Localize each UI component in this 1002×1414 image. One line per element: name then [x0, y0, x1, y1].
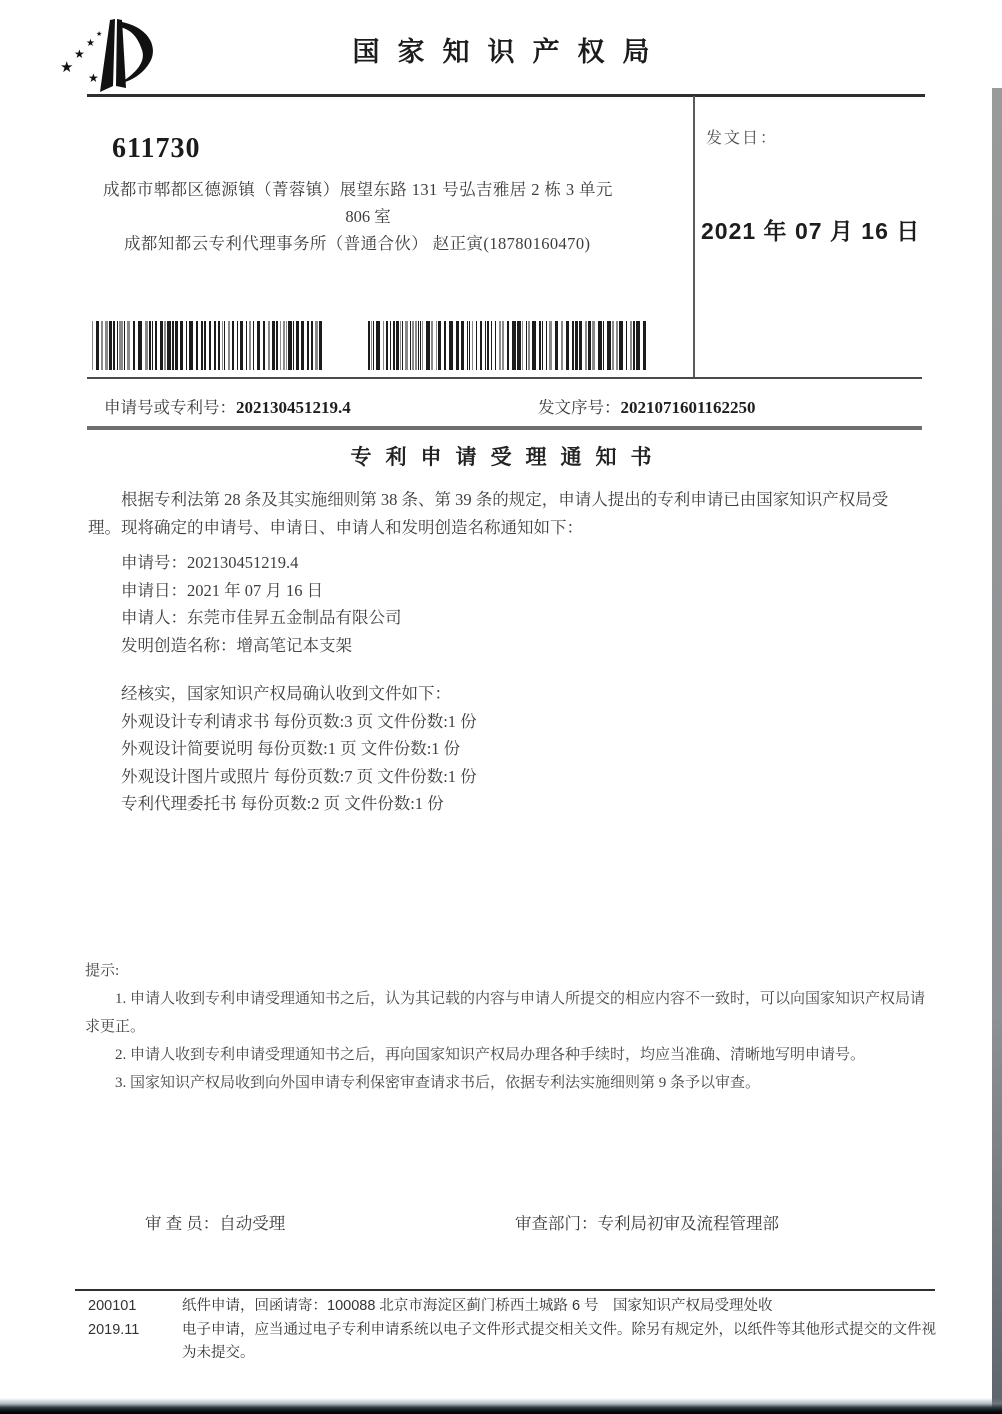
tips-label: 提示:	[85, 963, 120, 979]
serial-number-label: 发文序号：	[538, 398, 621, 417]
recipient-code: 611730	[112, 133, 201, 164]
department-row	[515, 1210, 779, 1234]
examiner-label: 审 查 员：	[145, 1214, 220, 1233]
application-number-row	[104, 394, 351, 418]
received-document-line: 专利代理委托书 每份页数:2 页 文件份数:1 份	[121, 794, 444, 813]
dispatch-date-value: 2021 年 07 月 16 日	[701, 218, 921, 244]
application-number-label: 申请号或专利号：	[104, 398, 236, 417]
application-field-line: 发明创造名称：增高笔记本支架	[121, 635, 352, 655]
application-field-line: 申请人：东莞市佳昇五金制品有限公司	[121, 608, 402, 627]
tip-item: 2. 申请人收到专利申请受理通知书之后，再向国家知识产权局办理各种手续时，均应当准确、清晰地写明申请号。	[115, 1047, 866, 1063]
application-number-value: 202130451219.4	[236, 398, 351, 417]
footer-efiling-note: 电子申请，应当通过电子专利申请系统以电子文件形式提交相关文件。除另有规定外，以纸件等其他形式提交的文件视为未提交。	[182, 1322, 936, 1361]
tip-item: 3. 国家知识产权局收到向外国申请专利保密审查请求书后，依据专利法实施细则第 9 条予以审查。	[115, 1075, 761, 1091]
footer	[88, 1295, 936, 1365]
footer-version-code: 2019.11	[88, 1322, 140, 1338]
agency-title: 国家知识产权局	[352, 37, 668, 67]
svg-text:★: ★	[74, 47, 85, 61]
department-label: 审查部门：	[515, 1214, 598, 1233]
footer-paper-note: 纸件申请，回函请寄：100088 北京市海淀区蓟门桥西土城路 6 号 国家知识产权局受理处收	[182, 1298, 773, 1314]
barcode-left	[92, 321, 326, 370]
dispatch-box-divider	[693, 96, 695, 378]
recipient-address-line1: 成都市郫都区德源镇（菁蓉镇）展望东路 131 号弘吉雅居 2 栋 3 单元	[103, 180, 613, 199]
header-rule	[87, 94, 925, 97]
application-fields	[88, 549, 918, 659]
footer-rule	[75, 1289, 935, 1291]
recipient-address-line2: 806 室	[345, 207, 391, 226]
tip-item: 1. 申请人收到专利申请受理通知书之后，认为其记载的内容与申请人所提交的相应内容不一致时，可以向国家知识产权局请求更正。	[85, 991, 926, 1035]
svg-text:★: ★	[86, 38, 95, 49]
scan-edge-bottom	[0, 1398, 1002, 1414]
notice-title: 专利申请受理通知书	[350, 445, 666, 469]
tips-list	[85, 985, 933, 1097]
barcode-right	[368, 321, 651, 370]
svg-text:★: ★	[88, 71, 99, 85]
serial-number-row	[538, 394, 756, 418]
footer-form-code: 200101	[88, 1298, 137, 1314]
serial-number-value: 2021071601162250	[620, 398, 756, 417]
received-document-line: 外观设计图片或照片 每份页数:7 页 文件份数:1 份	[121, 766, 477, 786]
received-document-line: 外观设计专利请求书 每份页数:3 页 文件份数:1 份	[121, 711, 477, 731]
dispatch-date-label: 发文日：	[706, 130, 779, 147]
barcode-rule	[87, 377, 922, 379]
department-value: 专利局初审及流程管理部	[597, 1214, 779, 1233]
svg-text:★: ★	[96, 30, 103, 38]
application-field-line: 申请日：2021 年 07 月 16 日	[121, 580, 324, 600]
received-documents	[88, 708, 918, 818]
section-rule	[87, 426, 922, 430]
received-document-line: 外观设计简要说明 每份页数:1 页 文件份数:1 份	[121, 739, 461, 758]
notice-body	[88, 486, 918, 818]
recipient-agent-line: 成都知都云专利代理事务所（普通合伙） 赵正寅(18780160470)	[124, 234, 591, 253]
svg-text:★: ★	[60, 58, 74, 76]
application-field-line: 申请号：202130451219.4	[121, 553, 299, 572]
notice-intro: 根据专利法第 28 条及其实施细则第 38 条、第 39 条的规定，申请人提出的专利申请已由国家知识产权局受理。现将确定的申请号、申请日、申请人和发明创造名称通知如下：	[88, 490, 889, 537]
scan-edge-right	[992, 88, 1002, 1414]
tips-section	[85, 957, 933, 1097]
confirm-intro: 经核实，国家知识产权局确认收到文件如下：	[121, 684, 451, 703]
examiner-value: 自动受理	[219, 1214, 286, 1233]
examiner-row	[145, 1210, 285, 1234]
